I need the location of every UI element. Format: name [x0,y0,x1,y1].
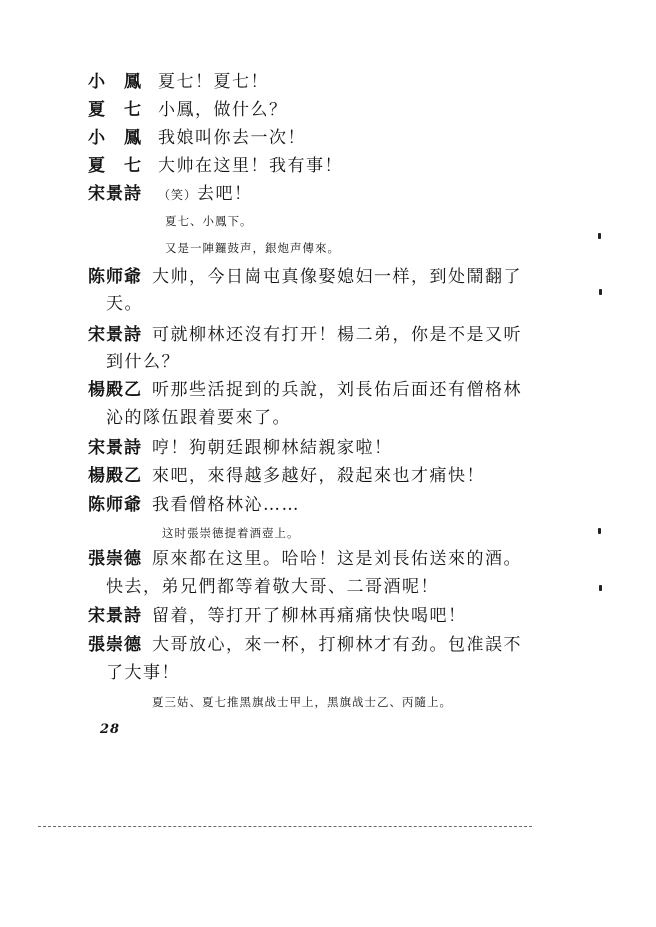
scan-mark [599,289,602,295]
scan-mark [598,528,601,534]
dialogue-line: 留着，等打开了柳林再痛痛快快喝吧！ [152,606,467,626]
dialogue-line: 小鳳，做什么？ [158,100,288,120]
speaker-name: 小 鳳 [88,72,142,92]
stage-direction: 夏三姑、夏七推黑旗战士甲上，黑旗战士乙、丙隨上。 [152,695,452,709]
dialogue-line: 听那些活捉到的兵說，刘長佑后面还有僧格林 [152,380,522,400]
dialogue-line: 來吧，來得越多越好，殺起來也才痛快！ [152,466,485,486]
dialogue-line: （笑）去吧！ [158,184,253,204]
speaker-name: 宋景詩 [88,325,142,345]
dialogue-continuation: 快去，弟兄們都等着敬大哥、二哥酒呢！ [106,577,439,597]
stage-direction-inline: （笑） [158,188,198,202]
speaker-name: 宋景詩 [88,438,142,458]
speaker-name: 陈师爺 [88,267,142,287]
dialogue-continuation: 到什么？ [106,352,180,372]
speaker-name: 小 鳳 [88,128,142,148]
dialogue-line: 大帅，今日崗屯真像娶媳妇一样，到处鬧翻了 [152,267,522,287]
speaker-name: 宋景詩 [88,184,142,204]
dialogue-continuation: 沁的隊伍跟着要來了。 [106,408,291,428]
page-number: 28 [100,722,121,737]
speaker-name: 夏 七 [88,156,142,176]
speaker-name: 夏 七 [88,100,142,120]
scan-mark [598,233,601,239]
dialogue-line: 我看僧格林沁…… [152,495,300,515]
speaker-name: 張崇德 [88,635,142,655]
dialogue-continuation: 了大事！ [106,663,180,683]
speaker-name: 楊殿乙 [88,466,142,486]
dialogue-continuation: 天。 [106,294,143,314]
speaker-name: 宋景詩 [88,606,142,626]
dialogue-line: 夏七！夏七！ [158,72,269,92]
dialogue-line: 我娘叫你去一次！ [158,128,306,148]
dialogue-line: 大帅在这里！我有事！ [158,156,343,176]
dialogue-line: 哼！狗朝廷跟柳林結親家啦！ [152,438,393,458]
scan-mark [599,585,602,591]
dialogue-line: 原來都在这里。哈哈！这是刘長佑送來的酒。 [152,549,522,569]
dialogue-line: 大哥放心，來一杯，打柳林才有劲。包准誤不 [152,635,522,655]
speaker-name: 張崇德 [88,549,142,569]
speaker-name: 楊殿乙 [88,380,142,400]
page-bottom-rule [38,826,532,827]
stage-direction: 这时張崇德提着酒壺上。 [162,526,300,540]
speaker-name: 陈师爺 [88,495,142,515]
dialogue-line: 可就柳林还沒有打开！楊二弟，你是不是又听 [152,325,522,345]
stage-direction: 夏七、小鳳下。 [165,214,253,228]
stage-direction: 又是一陣鑼鼓声，銀炮声傳來。 [165,241,340,255]
